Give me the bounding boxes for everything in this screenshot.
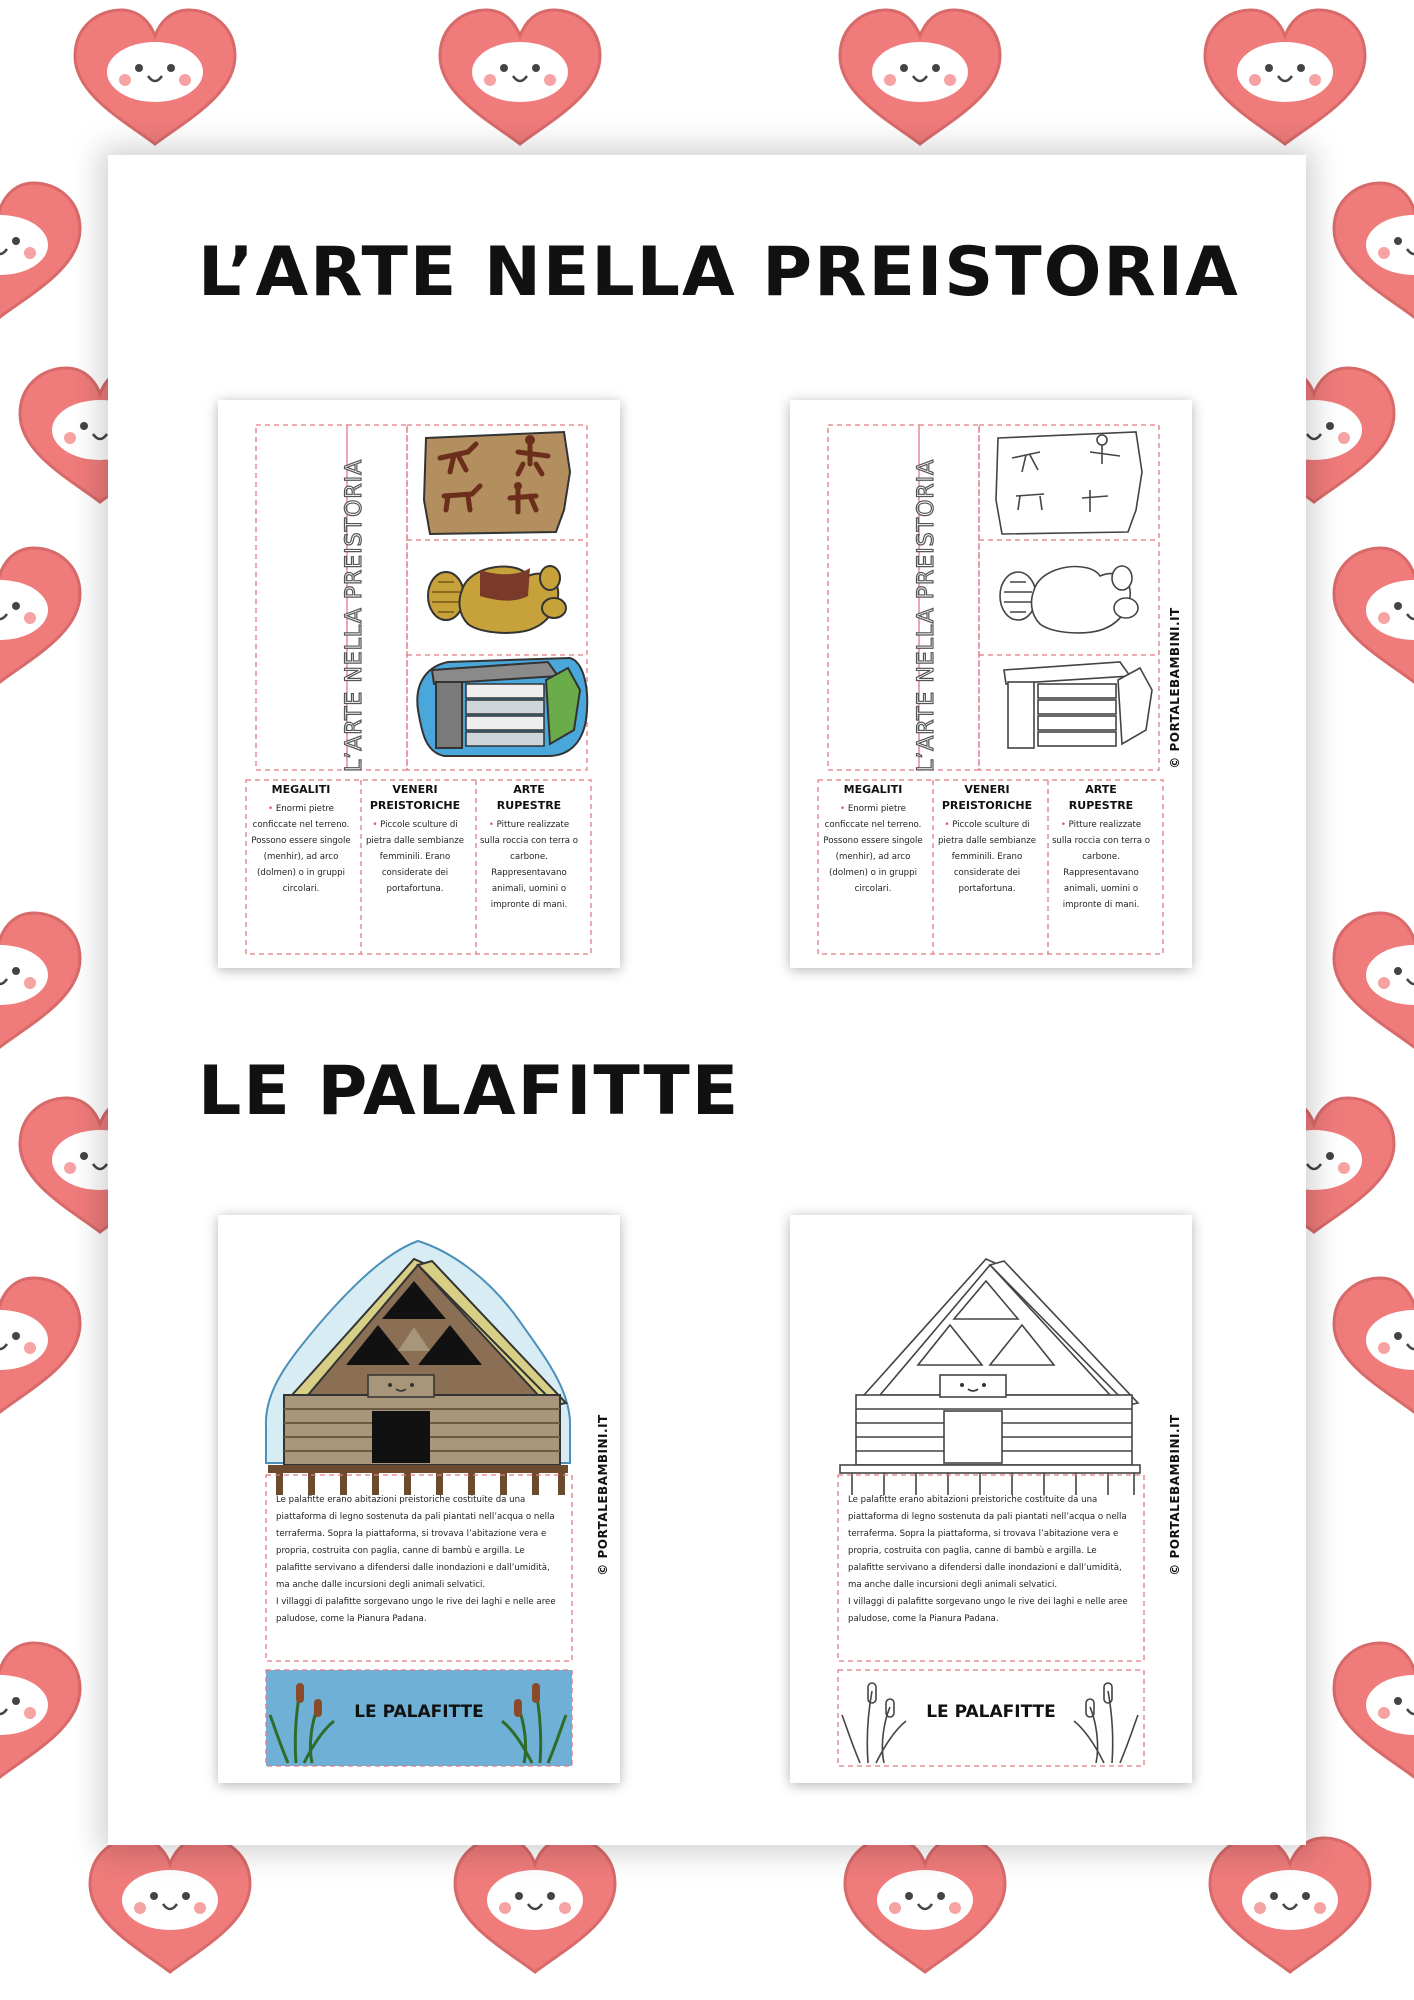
heart-face-icon [1334,913,1414,1047]
heart-face-icon [0,913,80,1047]
brand-watermark: © PORTALEBAMBINI.IT [1168,607,1182,769]
palafitte-label: LE PALAFITTE [926,1702,1056,1722]
column-veneri [936,782,1038,897]
column-heading: ARTE RUPESTRE [1068,783,1134,812]
column-arte-rupestre [1050,782,1152,913]
reed-icon [1074,1683,1138,1763]
brand-watermark: © PORTALEBAMBINI.IT [1168,1414,1182,1576]
column-veneri [364,782,466,897]
heart-face-icon [455,1838,615,1972]
heart-face-icon [0,1278,80,1412]
column-text: • Pitture realizzate sulla roccia con terra o carbone. Rappresentavano animali, uomini o impronte di mani. [479,820,579,910]
column-heading: ARTE RUPESTRE [496,783,562,812]
column-heading: MEGALITI [271,783,331,796]
palafitte-label: LE PALAFITTE [354,1702,484,1722]
heart-face-icon [1334,1278,1414,1412]
arte-preistoria-card-bw [790,400,1192,968]
section-title-palafitte: LE PALAFITTE [198,1052,741,1131]
column-text: • Pitture realizzate sulla roccia con terra o carbone. Rappresentavano animali, uomini o impronte di mani. [1051,820,1151,910]
reed-icon [842,1683,906,1763]
column-heading: VENERI PREISTORICHE [941,783,1033,812]
venus-figurine-icon [428,566,566,633]
column-text: • Enormi pietre conficcate nel terreno. Possono essere singole (menhir), ad arco (dolmen) o in gruppi circolari. [823,804,923,894]
vertical-book-title: L’ARTE NELLA PREISTORIA [914,458,939,772]
cave-painting-icon [424,432,570,534]
brand-watermark: © PORTALEBAMBINI.IT [596,1414,610,1576]
heart-face-icon [1334,548,1414,682]
heart-face-icon [90,1838,250,1972]
arte-preistoria-card-color [218,400,620,968]
column-heading: MEGALITI [843,783,903,796]
heart-face-icon [840,10,1000,144]
section-title-arte: L’ARTE NELLA PREISTORIA [198,233,1240,312]
column-text: • Piccole sculture di pietra dalle sembianze femminili. Erano considerate dei portafortuna. [937,820,1037,894]
palafitte-description: Le palafitte erano abitazioni preistoriche costituite da una piattaforma di legno sostenuta da pali piantati nell’acqua o nella terraferma. Sopra la piattaforma, si trovava l’abitazione vera e propria, costruita con paglia, canne di bambù e argilla. Le palafitte servivano a difendersi dalle inondazioni e dall’umidità, ma anche dalle incursioni degli animali selvatici. I villaggi di palafitte sorgevano ungo le rive dei laghi e nelle aree paludose, come la Pianura Padana. [276,1495,556,1624]
heart-face-icon [1205,10,1365,144]
heart-face-icon [440,10,600,144]
palafitte-card-bw [790,1215,1192,1783]
heart-face-icon [75,10,235,144]
heart-face-icon [845,1838,1005,1972]
megalith-icon [417,658,587,756]
cave-painting-icon [996,432,1142,534]
column-heading: VENERI PREISTORICHE [369,783,461,812]
column-megaliti [250,782,352,897]
column-arte-rupestre [478,782,580,913]
column-megaliti [822,782,924,897]
venus-figurine-icon [1000,566,1138,633]
heart-face-icon [1334,1643,1414,1777]
palafitte-description: Le palafitte erano abitazioni preistoriche costituite da una piattaforma di legno sostenuta da pali piantati nell’acqua o nella terraferma. Sopra la piattaforma, si trovava l’abitazione vera e propria, costruita con paglia, canne di bambù e argilla. Le palafitte servivano a difendersi dalle inondazioni e dall’umidità, ma anche dalle incursioni degli animali selvatici. I villaggi di palafitte sorgevano ungo le rive dei laghi e nelle aree paludose, come la Pianura Padana. [848,1495,1128,1624]
palafitte-card-color [218,1215,620,1783]
column-text: • Piccole sculture di pietra dalle sembianze femminili. Erano considerate dei portafortuna. [365,820,465,894]
worksheet-page [108,155,1306,1845]
vertical-book-title: L’ARTE NELLA PREISTORIA [342,458,367,772]
megalith-icon [1004,662,1152,748]
heart-face-icon [1210,1838,1370,1972]
stilt-house-icon [268,1259,568,1495]
stilt-house-icon [840,1259,1140,1495]
column-text: • Enormi pietre conficcate nel terreno. Possono essere singole (menhir), ad arco (dolmen) o in gruppi circolari. [251,804,351,894]
heart-face-icon [0,548,80,682]
heart-face-icon [0,1643,80,1777]
heart-face-icon [0,183,80,317]
heart-face-icon [1334,183,1414,317]
